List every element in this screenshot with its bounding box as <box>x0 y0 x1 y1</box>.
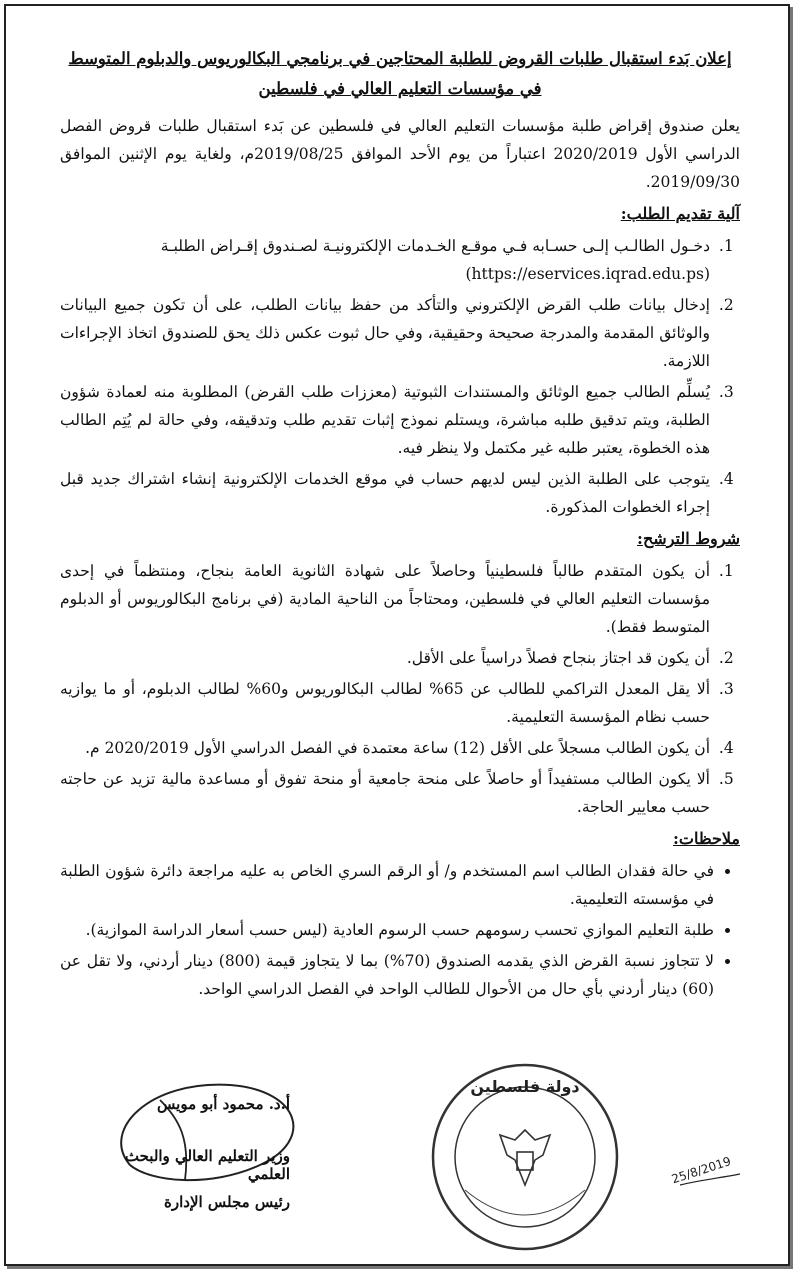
application-step: 3. يُسلِّم الطالب جميع الوثائق والمستندات الثبوتية (معززات طلب القرض) المطلوبة منه لعمادة شؤون الطلبة، ويتم تدقيق طلبه مباشرة، ويستلم نموذج إثبات تقديم طلب وتدقيقه، وفي حالة لم يُتِم الطالب هذه الخطوة، يعتبر طلبه غير مكتمل ولا ينظر فيه. <box>60 378 714 462</box>
application-url: (https://eservices.iqrad.edu.ps) <box>465 265 710 283</box>
eligibility-condition: 4. أن يكون الطالب مسجلاً على الأقل (12) ساعة معتمدة في الفصل الدراسي الأول 2020/2019 م. <box>60 734 714 762</box>
signatory-title: وزير التعليم العالي والبحث العلمي <box>124 1147 290 1183</box>
note-item: • في حالة فقدان الطالب اسم المستخدم و/ أو الرقم السري الخاص به عليه مراجعة دائرة شؤون الطلبة في مؤسسته التعليمية. <box>60 857 714 913</box>
application-step: 2. إدخال بيانات طلب القرض الإلكتروني والتأكد من حفظ بيانات الطلب، على أن تكون جميع البيانات والوثائق المقدمة والمدرجة صحيحة وحقيقية، وفي حال ثبوت عكس ذلك يحق للصندوق اتخاذ الإجراءات اللازمة. <box>60 291 714 375</box>
eligibility-condition: 2. أن يكون قد اجتاز بنجاح فصلاً دراسياً على الأقل. <box>60 644 714 672</box>
notes-list <box>60 857 740 1003</box>
application-heading: آلية تقديم الطلب: <box>620 204 740 223</box>
signatory-role: رئيس مجلس الإدارة <box>164 1193 290 1211</box>
eligibility-list <box>60 557 740 821</box>
document-title: إعلان بَدء استقبال طلبات القروض للطلبة المحتاجين في برنامجي البكالوريوس والدبلوم المتوسط في مؤسسات التعليم العالي في فلسطين <box>68 49 732 98</box>
eligibility-condition: 1. أن يكون المتقدم طالباً فلسطينياً وحاصلاً على شهادة الثانوية العامة بنجاح، ومنتظماً في إحدى مؤسسات التعليم العالي في فلسطين، ومحتاجاً من الناحية المادية (في برنامج البكالوريوس أو الدبلوم المتوسط فقط). <box>60 557 714 641</box>
eligibility-heading: شروط الترشح: <box>637 529 740 548</box>
signature-block <box>110 1095 290 1211</box>
note-item: • لا تتجاوز نسبة القرض الذي يقدمه الصندوق (70%) بما لا يتجاوز قيمة (800) دينار أردني، ولا تقل عن (60) دينار أردني بأي حال من الأحوال للطالب الواحد في الفصل الدراسي الواحد. <box>60 947 714 1003</box>
application-steps-list <box>60 232 740 521</box>
note-item: • طلبة التعليم الموازي تحسب رسومهم حسب الرسوم العادية (ليس حسب أسعار الدراسة الموازية). <box>60 916 714 944</box>
application-step <box>60 232 714 288</box>
official-seal <box>425 1060 625 1255</box>
application-step-text: دخـول الطالـب إلـى حسـابه فـي موقـع الخـدمات الإلكترونيـة لصـندوق إقـراض الطلبـة <box>160 237 710 255</box>
document-body <box>60 44 740 1006</box>
seal-text: دولة فلسطين <box>470 1077 580 1096</box>
intro-paragraph: يعلن صندوق إقراض طلبة مؤسسات التعليم العالي في فلسطين عن بَدء استقبال طلبات قروض الفصل الدراسي الأول 2020/2019 اعتباراً من يوم الأحد الموافق 2019/08/25م، ولغاية يوم الإثنين الموافق 2019/09/30. <box>60 117 740 191</box>
handwritten-date <box>670 1150 750 1210</box>
eagle-emblem-icon <box>500 1130 550 1185</box>
signatory-name: أ.د. محمود أبو مويس <box>157 1095 290 1113</box>
handwritten-date-text: 25/8/2019 <box>670 1154 733 1187</box>
notes-heading: ملاحظات: <box>673 829 740 848</box>
eligibility-condition: 3. ألا يقل المعدل التراكمي للطالب عن 65% لطالب البكالوريوس و60% لطالب الدبلوم، أو ما يوازيه حسب نظام المؤسسة التعليمية. <box>60 675 714 731</box>
eligibility-condition: 5. ألا يكون الطالب مستفيداً أو حاصلاً على منحة جامعية أو منحة تفوق أو مساعدة مالية تزيد عن حاجته حسب معايير الحاجة. <box>60 765 714 821</box>
application-step: 4. يتوجب على الطلبة الذين ليس لديهم حساب في موقع الخدمات الإلكترونية إنشاء اشتراك جديد قبل إجراء الخطوات المذكورة. <box>60 465 714 521</box>
